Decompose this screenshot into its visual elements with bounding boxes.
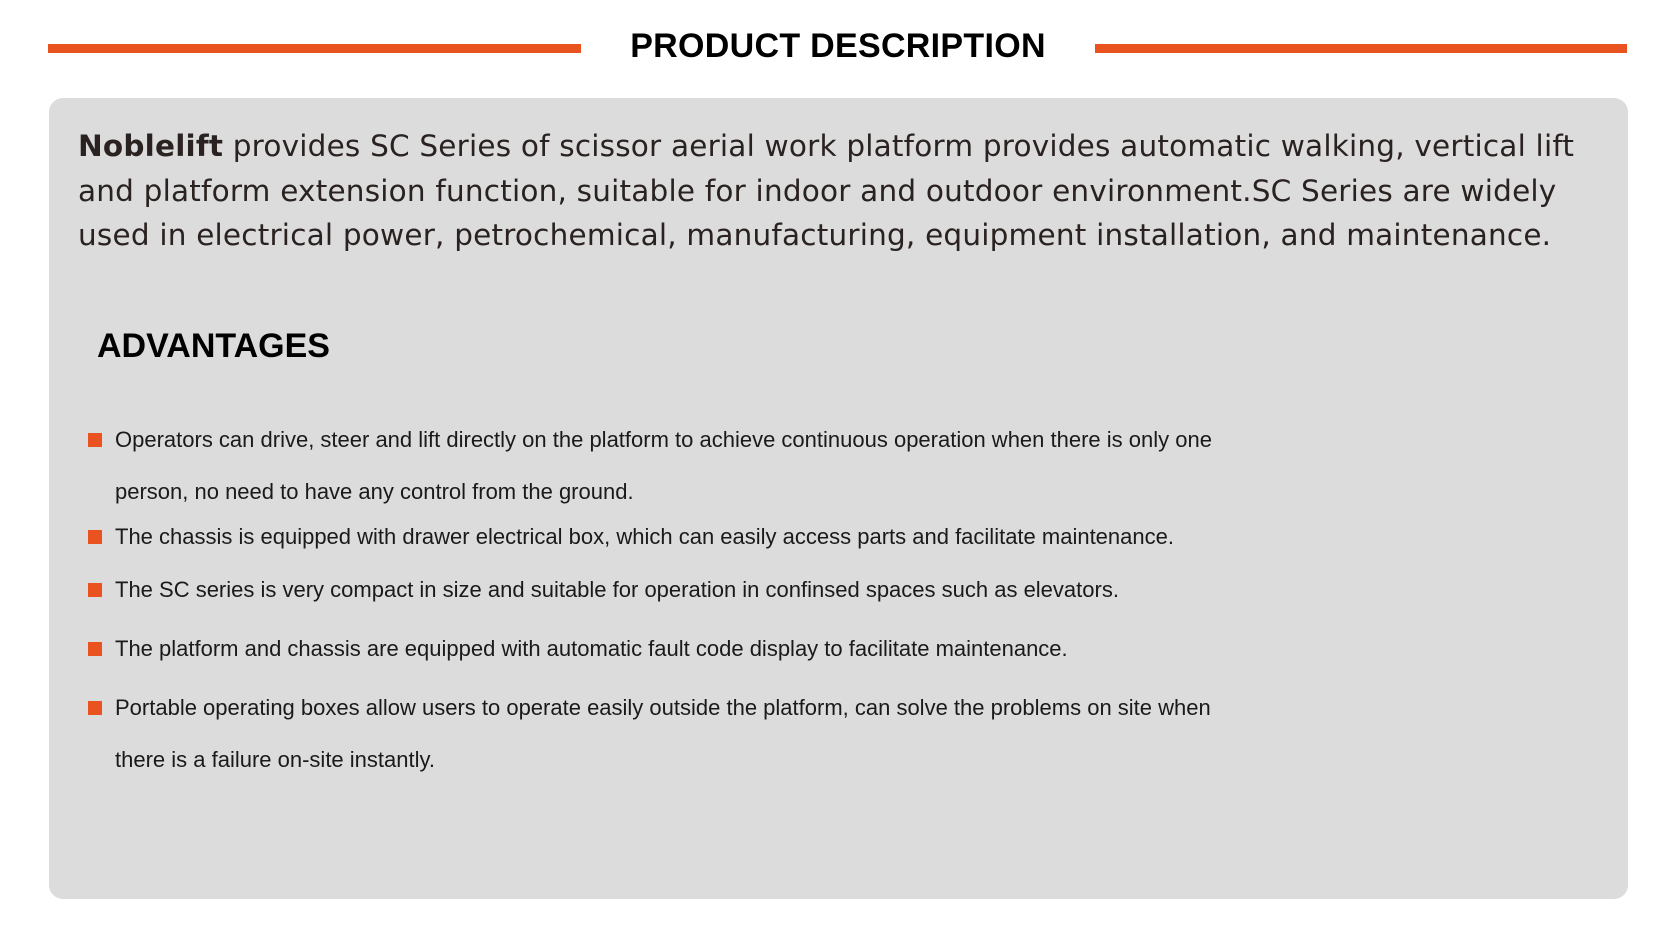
advantage-text: The chassis is equipped with drawer electrical box, which can easily access parts and facilitate maintenance. xyxy=(115,524,1174,549)
advantages-list xyxy=(49,98,1628,899)
advantage-text: Portable operating boxes allow users to operate easily outside the platform, can solve the problems on site when there is a failure on-site instantly. xyxy=(115,695,1211,772)
section-header xyxy=(0,22,1668,74)
description-panel xyxy=(49,98,1628,899)
section-title: PRODUCT DESCRIPTION xyxy=(630,27,1046,65)
intro-text: provides SC Series of scissor aerial work platform provides automatic walking, vertical lift and platform extension function, suitable for indoor and outdoor environment.SC Series are widely used in electrical power, petrochemical, manufacturing, equipment installation, and maintenance. xyxy=(78,129,1575,252)
square-bullet-icon xyxy=(88,530,102,544)
header-rule-right xyxy=(1095,44,1627,53)
square-bullet-icon xyxy=(88,433,102,447)
brand-name: Noblelift xyxy=(78,129,224,163)
square-bullet-icon xyxy=(88,642,102,656)
list-item xyxy=(88,518,1288,563)
list-item xyxy=(88,421,1288,518)
list-item xyxy=(88,689,1288,786)
advantages-title: ADVANTAGES xyxy=(97,327,330,365)
advantage-text: Operators can drive, steer and lift directly on the platform to achieve continuous operation when there is only one person, no need to have any control from the ground. xyxy=(115,427,1212,504)
advantage-text: The platform and chassis are equipped with automatic fault code display to facilitate maintenance. xyxy=(115,636,1068,661)
list-item xyxy=(88,630,1288,675)
square-bullet-icon xyxy=(88,701,102,715)
header-rule-left xyxy=(48,44,581,53)
list-item xyxy=(88,571,1288,616)
advantage-text: The SC series is very compact in size and suitable for operation in confinsed spaces such as elevators. xyxy=(115,577,1119,602)
square-bullet-icon xyxy=(88,583,102,597)
